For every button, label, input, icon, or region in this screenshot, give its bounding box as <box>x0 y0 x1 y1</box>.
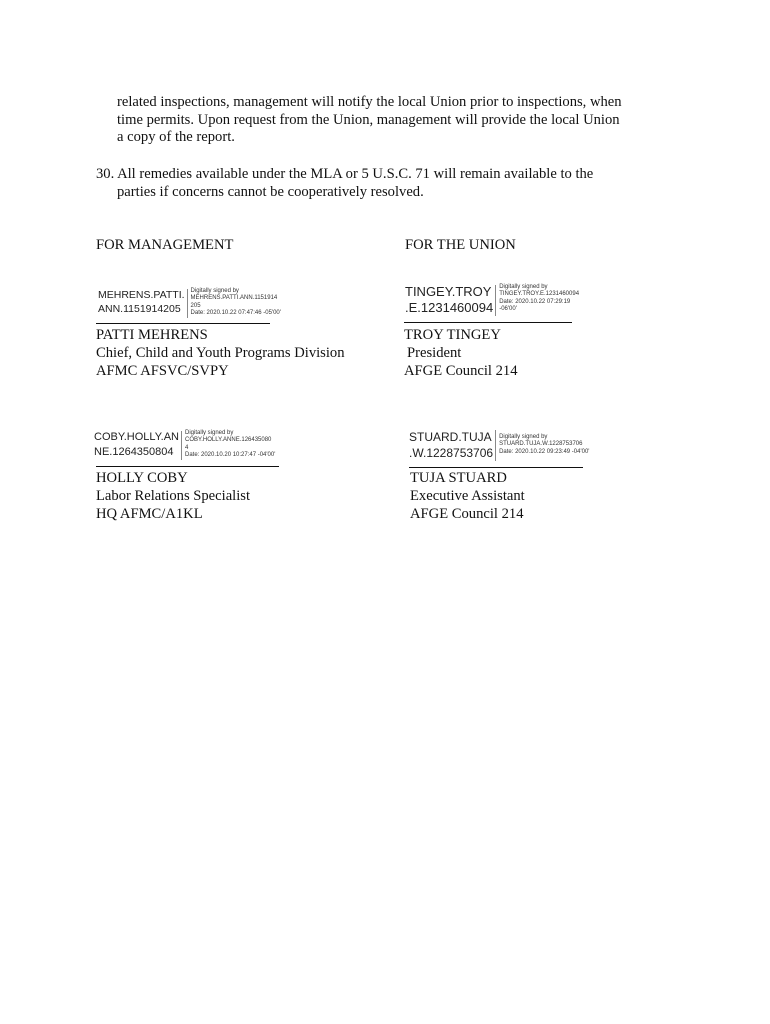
signature-block-stuard <box>409 429 669 529</box>
stamp-divider <box>181 431 182 460</box>
stamp-detail-line: 4 <box>185 444 189 451</box>
signer-name: HOLLY COBY <box>96 470 188 486</box>
digital-signature-stamp <box>94 430 275 460</box>
paragraph-line: related inspections, management will notify the local Union prior to inspections, when <box>117 94 622 110</box>
signer-name: TROY TINGEY <box>404 327 501 343</box>
stamp-name-line: .E.1231460094 <box>405 300 494 315</box>
signer-title: Labor Relations Specialist <box>96 488 251 504</box>
stamp-divider <box>495 430 496 461</box>
signature-line <box>96 466 279 467</box>
heading-for-the-union: FOR THE UNION <box>405 237 516 253</box>
signer-organization: AFGE Council 214 <box>410 506 524 522</box>
paragraph-line: time permits. Upon request from the Union, management will provide the local Union <box>117 111 620 128</box>
stamp-detail-line: Date: 2020.10.20 10:27:47 -04'00' <box>185 452 276 459</box>
signature-block-tingey <box>404 284 664 384</box>
signer-organization: AFMC AFSVC/SVPY <box>96 363 229 379</box>
signature-line <box>404 322 572 323</box>
stamp-detail-line: STUARD.TUJA.W.1228753706 <box>499 441 583 448</box>
stamp-name-line: ANN.1151914205 <box>98 303 181 315</box>
signer-title: President <box>407 345 462 361</box>
signer-title: Executive Assistant <box>410 488 525 504</box>
paragraph-line: parties if concerns cannot be cooperatively resolved. <box>117 183 424 200</box>
stamp-detail-line: Digitally signed by <box>499 434 548 440</box>
paragraph-remedies <box>96 166 593 201</box>
paragraph-line: 30. All remedies available under the MLA or 5 U.S.C. 71 will remain available to the <box>96 166 594 182</box>
stamp-divider <box>495 285 496 316</box>
stamp-detail-line: 205 <box>190 302 201 309</box>
stamp-detail-line: Digitally signed by <box>185 430 234 436</box>
signature-block-mehrens <box>96 288 396 388</box>
signature-line <box>409 467 583 468</box>
digital-signature-stamp <box>405 284 579 316</box>
stamp-detail-line: Date: 2020.10.22 09:23:49 -04'00' <box>499 448 590 455</box>
stamp-name-line: STUARD.TUJA <box>409 430 492 444</box>
stamp-detail-line: Date: 2020.10.22 07:47:46 -05'00' <box>190 310 281 317</box>
signature-line <box>96 323 270 324</box>
digital-signature-stamp <box>98 288 281 318</box>
stamp-name-line: TINGEY.TROY <box>405 284 492 299</box>
stamp-detail-line: Digitally signed by <box>190 288 239 294</box>
signer-organization: AFGE Council 214 <box>404 363 518 379</box>
stamp-detail-line: COBY.HOLLY.ANNE.126435080 <box>185 437 272 444</box>
stamp-detail-line: MEHRENS.PATTI.ANN.1151914 <box>190 295 278 302</box>
stamp-detail-line: TINGEY.TROY.E.1231460094 <box>499 291 580 298</box>
stamp-detail-line: Digitally signed by <box>499 284 548 290</box>
signature-block-coby <box>94 430 394 530</box>
stamp-name-line: NE.1264350804 <box>94 446 174 458</box>
signer-name: TUJA STUARD <box>410 470 507 486</box>
paragraph-inspections <box>117 94 622 147</box>
paragraph-line: a copy of the report. <box>117 129 235 145</box>
signer-title: Chief, Child and Youth Programs Division <box>96 345 345 361</box>
stamp-divider <box>187 289 188 318</box>
stamp-name-line: MEHRENS.PATTI. <box>98 289 185 301</box>
stamp-detail-line: -06'00' <box>499 306 517 313</box>
signer-name: PATTI MEHRENS <box>96 327 208 343</box>
stamp-name-line: .W.1228753706 <box>409 446 494 460</box>
digital-signature-stamp <box>409 429 589 461</box>
stamp-detail-line: Date: 2020.10.22 07:29:19 <box>499 298 571 305</box>
heading-for-management: FOR MANAGEMENT <box>96 237 234 253</box>
stamp-name-line: COBY.HOLLY.AN <box>94 431 179 443</box>
signer-organization: HQ AFMC/A1KL <box>96 506 203 522</box>
